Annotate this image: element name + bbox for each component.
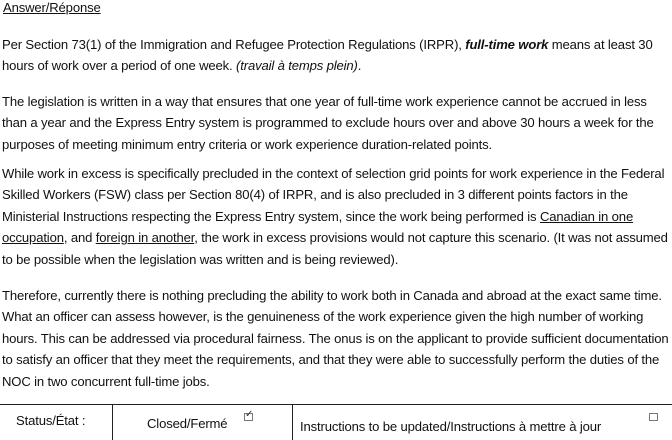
paragraph-legislation: The legislation is written in a way that ensures that one year of full-time work experience cannot be accrued in less than a year and the Express Entry system is programmed to exclude hours over and above 30 hours a week for the purposes of meeting minimum entry criteria or work experience duration-related points. [2,94,654,152]
update-cell [292,405,672,440]
canadian-occupation-underline: Canadian in one occupation [2,208,634,246]
check-icon: ✓ [245,409,254,420]
answer-heading: Answer/Réponse [3,0,101,15]
p3-mid: , and [63,230,96,246]
paragraph-conclusion: Therefore, currently there is nothing precluding the ability to work both in Canada and abroad at the exact same time. What an officer can assess however, is the genuineness of the work experience given the high number of working hours. This can be addressed via procedural fairness. The onus is on the applicant to provide sufficient documentation to satisfy an officer that they meet the requirements, and that they were able to successfully perform the duties of the NOC in two concurrent full-time jobs. [2,288,669,389]
p1-lead: Per Section 73(1) of the Immigration and Refugee Protection Regulations (IRPR), [2,37,466,52]
closed-checkbox[interactable] [244,409,254,421]
p3-end: , the work in excess provisions would not capture this scenario. (It was not assumed to be possible when the legislation was written and is being reviewed). [2,230,668,267]
p3-lead: While work in excess is specifically precluded in the context of selection grid points for work experience in the Federal Skilled Workers (FSW) class per Section 80(4) of IRPR, and is also precluded in 3 different points factors in the Ministerial Instructions respecting the Express Entry system, since the work being performed is [2,166,665,224]
paragraph-definition [2,34,670,77]
french-term: (travail à temps plein) [236,58,358,74]
update-label: Instructions to be updated/Instructions à mettre à jour [300,419,602,434]
foreign-occupation-underline: foreign in another [95,230,195,246]
closed-cell [112,405,292,440]
status-label-cell [0,405,112,440]
p1-end: . [357,58,362,74]
p1-mid: means at least 30 hours of work over a period of one week. [2,37,653,74]
status-label: Status/État : [16,413,86,428]
full-time-work-term: full-time work [465,37,549,52]
update-checkbox[interactable] [649,413,658,421]
status-table [0,404,672,439]
paragraph-work-in-excess [2,163,670,270]
closed-label: Closed/Fermé [147,416,228,431]
